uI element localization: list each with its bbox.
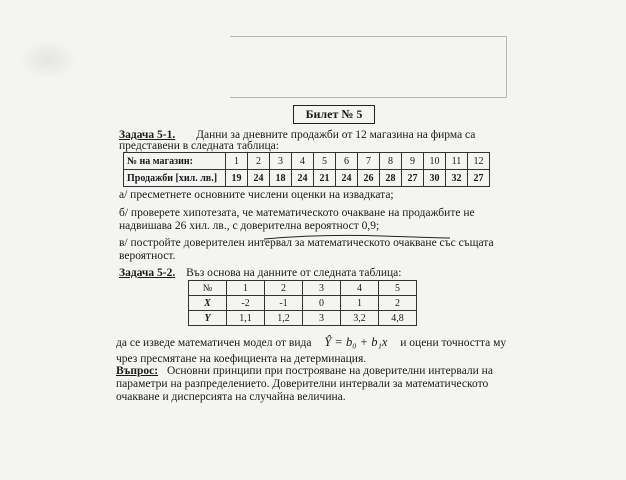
task1-label: Задача 5-1.: [119, 129, 176, 141]
xy-header-cell: 2: [265, 281, 303, 296]
y-value: 1,2: [265, 311, 303, 326]
sales-value: 30: [424, 170, 446, 187]
sales-value: 24: [248, 170, 270, 187]
task1-intro-2: представени в следната таблица:: [119, 140, 279, 152]
y-value: 3,2: [341, 311, 379, 326]
sales-value: 18: [270, 170, 292, 187]
sales-value: 19: [226, 170, 248, 187]
xy-header-cell: 4: [341, 281, 379, 296]
task2-intro: Въз основа на данните от следната таблица:: [186, 267, 402, 279]
model-text-pre: да се изведе математичен модел от вида: [116, 337, 312, 349]
scan-frame: [230, 36, 507, 98]
x-value: 1: [341, 296, 379, 311]
sales-value: 24: [292, 170, 314, 187]
store-number: 4: [292, 153, 314, 170]
store-number: 9: [402, 153, 424, 170]
row-header-sales: Продажби [хил. лв.]: [124, 170, 226, 187]
task2-model-line2: чрез пресмятане на коефициента на детерминация.: [116, 353, 367, 365]
sales-value: 28: [380, 170, 402, 187]
xy-header-cell: 3: [303, 281, 341, 296]
sales-value: 27: [468, 170, 490, 187]
x-value: 2: [379, 296, 417, 311]
table-row: [189, 311, 417, 326]
xy-header-cell: №: [189, 281, 227, 296]
x-value: 0: [303, 296, 341, 311]
xy-header-cell: 1: [227, 281, 265, 296]
model-formula: Ŷ = b₀ + b₁x: [324, 335, 388, 349]
model-text-post: и оцени точността му: [400, 337, 507, 349]
store-number: 10: [424, 153, 446, 170]
sales-value: 27: [402, 170, 424, 187]
sales-value: 21: [314, 170, 336, 187]
store-number: 5: [314, 153, 336, 170]
scan-smudge: [18, 40, 78, 80]
store-number: 1: [226, 153, 248, 170]
question-text-1: Основни принципи при построяване на доверителни интервали на: [166, 365, 493, 377]
question-label: Въпрос:: [116, 365, 159, 377]
store-number: 8: [380, 153, 402, 170]
task1-intro-1: Данни за дневните продажби от 12 магазина на фирма са: [196, 129, 476, 141]
store-number: 7: [358, 153, 380, 170]
store-number: 11: [446, 153, 468, 170]
sales-table: [123, 152, 490, 187]
sales-value: 26: [358, 170, 380, 187]
ticket-title: Билет № 5: [293, 105, 375, 124]
store-number: 12: [468, 153, 490, 170]
xy-table: [188, 280, 417, 326]
task1-item-b-1: б/ проверете хипотезата, че математическото очакване на продажбите не: [119, 207, 475, 219]
store-number: 3: [270, 153, 292, 170]
table-row: [124, 170, 490, 187]
y-value: 4,8: [379, 311, 417, 326]
row-header-store: № на магазин:: [124, 153, 226, 170]
y-label: Y: [189, 311, 227, 326]
task2-label: Задача 5-2.: [119, 267, 176, 279]
x-value: -2: [227, 296, 265, 311]
task1-item-a: а/ пресметнете основните числени оценки на извадката;: [119, 189, 394, 201]
task2-model-line1: [116, 335, 506, 350]
y-value: 1,1: [227, 311, 265, 326]
question-line2: параметри на разпределението. Доверителни интервали за математическото: [116, 378, 489, 390]
task1-item-b-2: надвишава 26 хил. лв., с доверителна вероятност 0,9;: [119, 220, 380, 232]
question-line1: [116, 364, 493, 378]
store-number: 2: [248, 153, 270, 170]
task1-item-c-1: в/ постройте доверителен интервал за математическото очакване със същата: [119, 237, 494, 249]
table-row: [189, 281, 417, 296]
task1-item-c-2: вероятност.: [119, 250, 176, 262]
x-label: X: [189, 296, 227, 311]
question-line3: очакване и дисперсията на случайна величина.: [116, 391, 346, 403]
sales-value: 32: [446, 170, 468, 187]
x-value: -1: [265, 296, 303, 311]
table-row: [124, 153, 490, 170]
sales-value: 24: [336, 170, 358, 187]
xy-header-cell: 5: [379, 281, 417, 296]
y-value: 3: [303, 311, 341, 326]
task2-line1: [119, 266, 401, 280]
table-row: [189, 296, 417, 311]
store-number: 6: [336, 153, 358, 170]
